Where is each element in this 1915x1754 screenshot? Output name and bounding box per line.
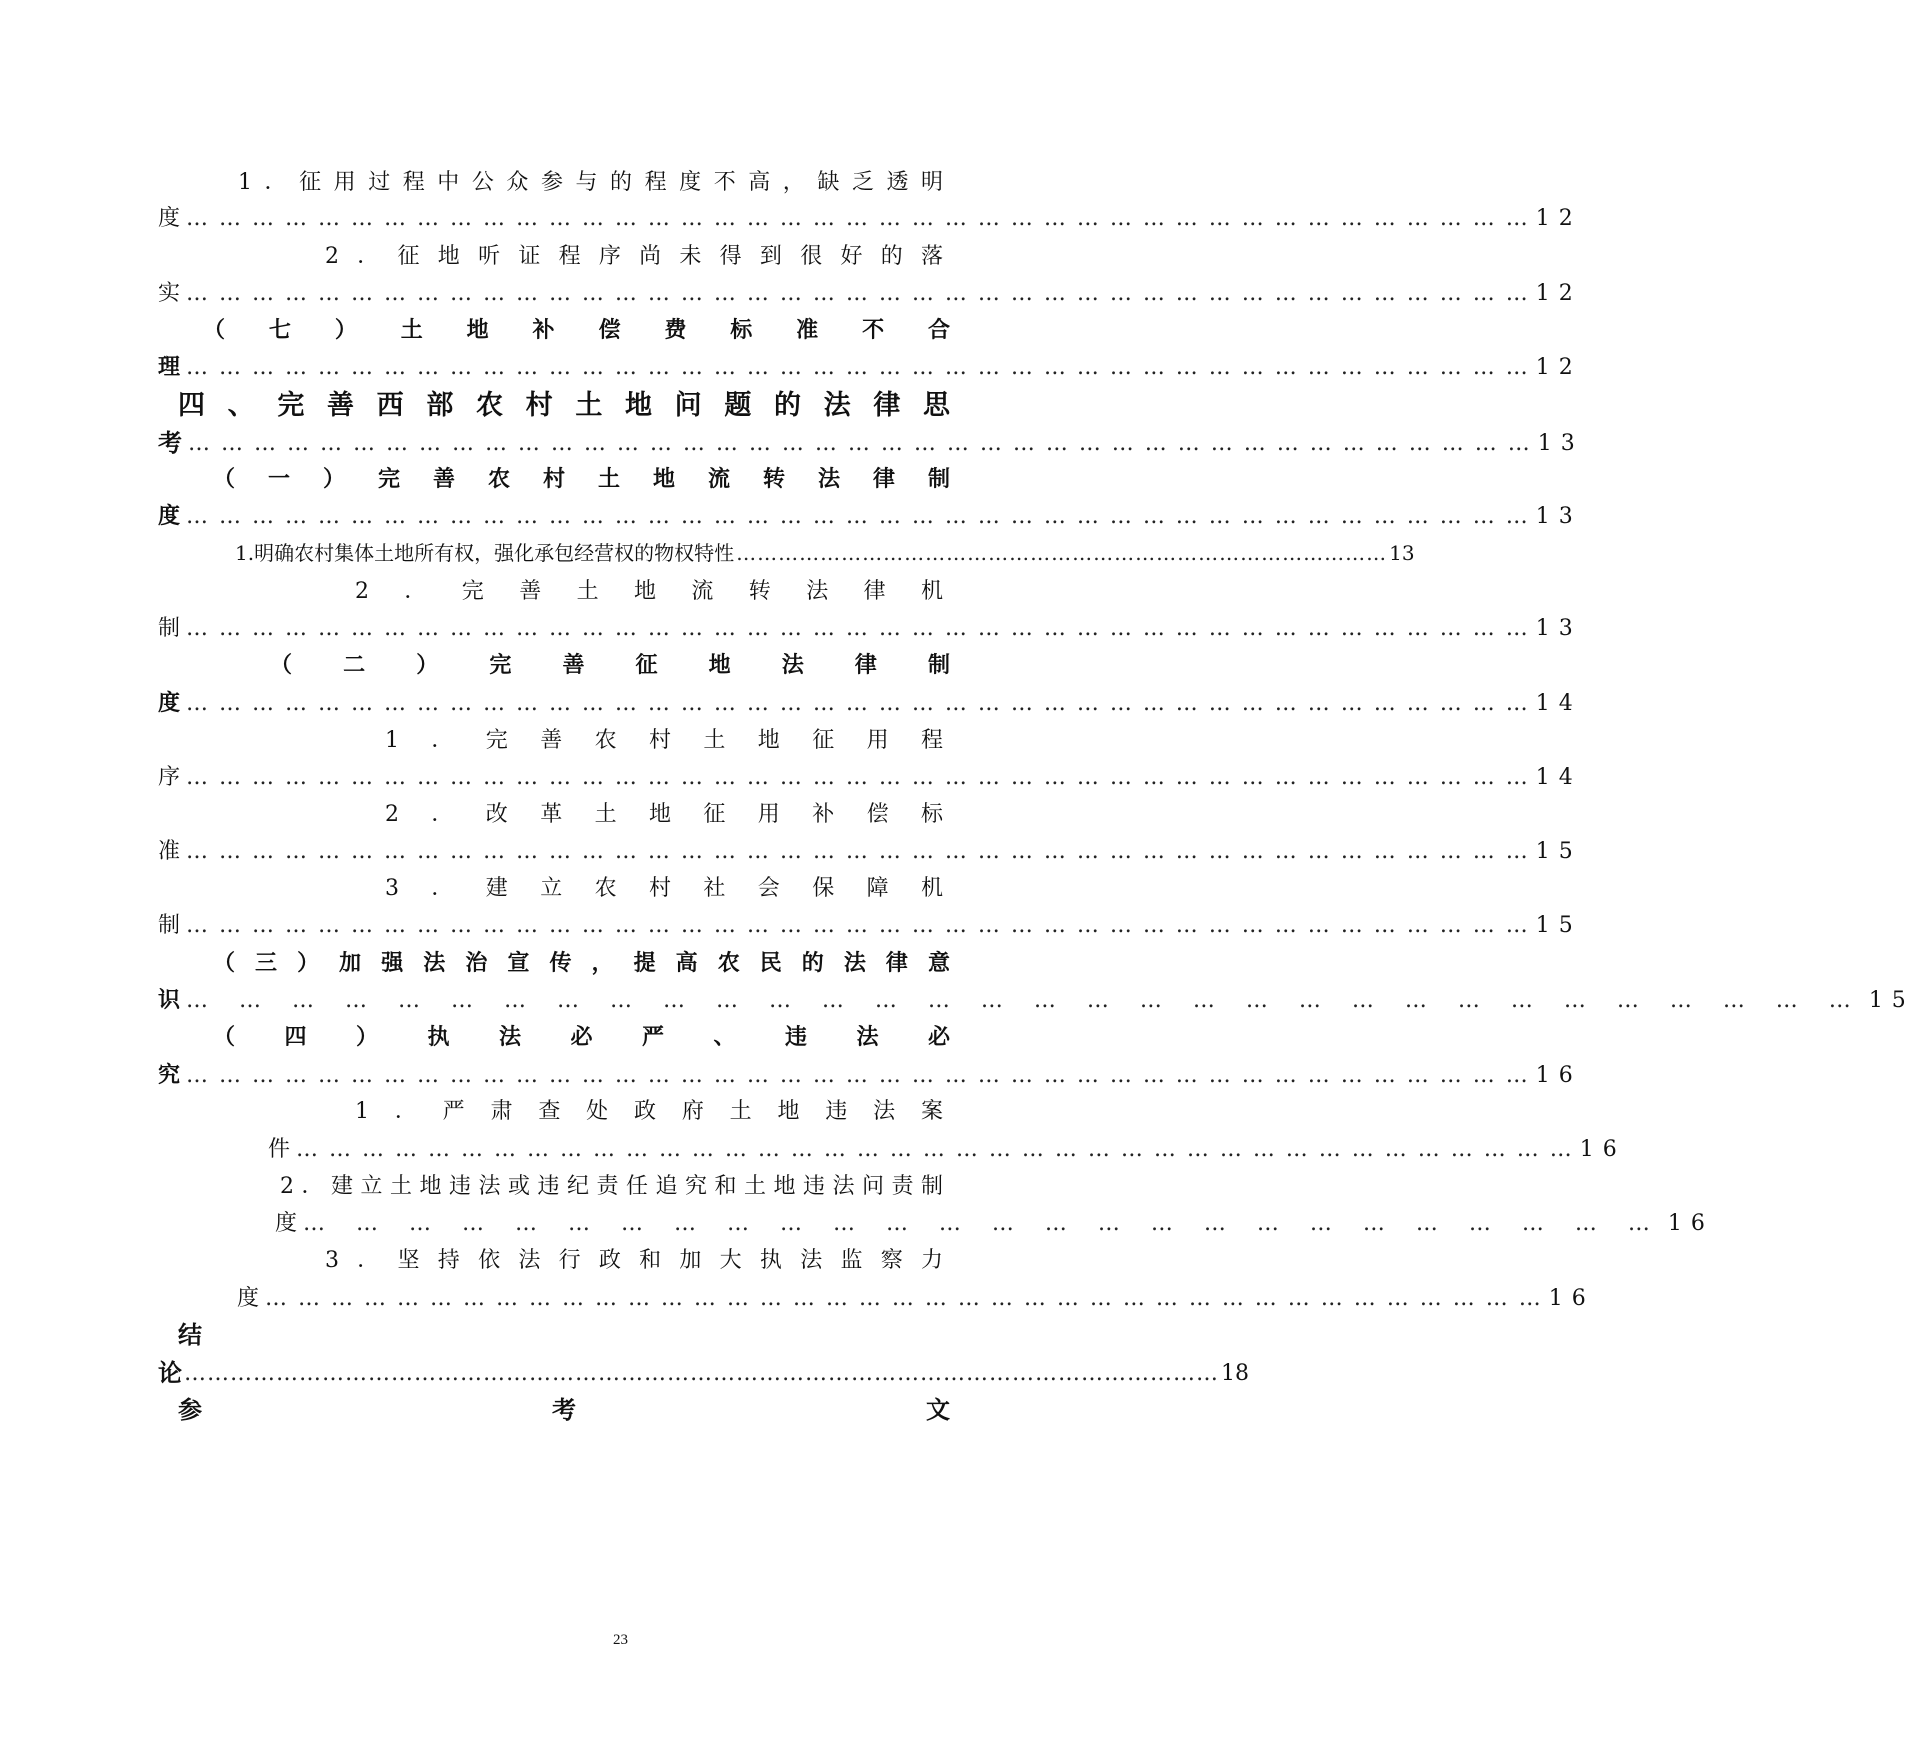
leader-dots: … … … … … … … … … … … … … … … … … … … … … … … … … … … … … … … … … … … … … … …	[296, 1137, 1574, 1162]
page-number: 23	[613, 1632, 628, 1648]
toc-entry-text: 制	[158, 913, 181, 938]
toc-entry-text: 度	[237, 1286, 260, 1311]
leader-dots: … … … … … … … … … … … … … … … … … … … … … … … … … … … … … … … … … … … … … … … … …	[186, 765, 1530, 790]
toc-chapter-heading: 参考文	[178, 1396, 950, 1424]
toc-section-heading: （二）完善征地法律制	[270, 653, 950, 678]
toc-entry-heading: 2．建立土地违法或违纪责任追究和土地违法问责制	[280, 1174, 950, 1199]
toc-entry-row	[268, 1137, 1626, 1162]
leader-dots: … … … … … … … … … … … … … … … … … … … … … … … … … … … … … … … … … … … … … … … … …	[186, 691, 1530, 716]
toc-entry-heading: 2．征地听证程序尚未得到很好的落	[325, 244, 950, 269]
toc-page-number: 16	[1579, 1137, 1626, 1162]
leader-dots: … … … … … … … … … … … … … … … … … … … … … … … … … … … … … … … … … … … … … … … … …	[186, 281, 1530, 306]
toc-entry-row	[158, 1063, 1582, 1088]
toc-entry-heading: 2．改革土地征用补偿标	[385, 802, 950, 827]
toc-page-number: 13	[1535, 616, 1582, 641]
leader-dots: … … … … … … … … … … … … … … … … … … … … … … … … … … … … … … … … … … … … … … … … …	[186, 913, 1530, 938]
toc-entry-text: 考	[158, 429, 182, 457]
toc-entry-heading: 1．严肃查处政府土地违法案	[355, 1099, 950, 1124]
toc-page-number: 15	[1868, 988, 1915, 1013]
toc-entry-text: 准	[158, 839, 181, 864]
toc-entry-text: 序	[158, 765, 181, 790]
leader-dots: … … … … … … … … … … … … … … … … … … … … … … … … … … … … … … … … … … … … … … … … …	[186, 206, 1530, 231]
leader-dots: … … … … … … … … … … … … … … … … … … … … … … … … … … … … … … … …	[186, 988, 1863, 1013]
toc-entry-row	[158, 839, 1582, 864]
toc-entry-heading: 3．建立农村社会保障机	[385, 876, 950, 901]
toc-entry-text: 1.明确农村集体土地所有权，强化承包经营权的物权特性	[235, 541, 735, 565]
toc-section-heading: （四）执法必严、违法必	[213, 1025, 950, 1050]
toc-page-number: 13	[1535, 504, 1582, 529]
leader-dots: …………………………………………………………………………………	[736, 541, 1388, 565]
leader-dots: … … … … … … … … … … … … … … … … … … … … … … … … … … … … … … … … … … … … … … … … …	[186, 1063, 1530, 1088]
toc-page-number: 13	[1389, 541, 1415, 565]
toc-entry-text: 件	[268, 1137, 291, 1162]
toc-entry-heading: 2．完善土地流转法律机	[355, 579, 950, 604]
toc-section-heading: （七）土地补偿费标准不合	[203, 318, 950, 343]
toc-entry-row	[158, 504, 1582, 529]
leader-dots: ………………………………………………………………………………………………………………………	[184, 1361, 1219, 1386]
toc-entry-text: 究	[158, 1063, 181, 1088]
toc-entry-text: 识	[158, 988, 181, 1013]
toc-entry-heading: 3．坚持依法行政和加大执法监察力	[325, 1248, 950, 1273]
toc-chapter-heading: 四、完善西部农村土地问题的法律思	[178, 390, 950, 421]
toc-entry-text: 度	[158, 691, 181, 716]
toc-page-number: 16	[1548, 1286, 1595, 1311]
toc-page-number: 14	[1535, 765, 1582, 790]
toc-entry-text: 实	[158, 281, 181, 306]
toc-entry-row	[158, 616, 1582, 641]
toc-entry-row	[235, 541, 1415, 565]
toc-page-number: 13	[1537, 431, 1584, 456]
toc-section-heading: （三）加强法治宣传，提高农民的法律意	[213, 951, 950, 976]
toc-page-number: 16	[1535, 1063, 1582, 1088]
toc-page-number: 15	[1535, 839, 1582, 864]
leader-dots: … … … … … … … … … … … … … … … … … … … … … … … … … …	[303, 1211, 1662, 1236]
toc-entry-text: 理	[158, 355, 181, 380]
toc-entry-text: 度	[275, 1211, 298, 1236]
leader-dots: … … … … … … … … … … … … … … … … … … … … … … … … … … … … … … … … … … … … … … … … …	[186, 355, 1530, 380]
toc-page-number: 15	[1535, 913, 1582, 938]
toc-entry-row	[158, 988, 1915, 1013]
toc-entry-text: 论	[158, 1359, 182, 1387]
toc-page-number: 12	[1535, 281, 1582, 306]
toc-entry-row	[158, 281, 1582, 306]
toc-page-number: 12	[1535, 355, 1582, 380]
toc-entry-row	[158, 355, 1582, 380]
leader-dots: … … … … … … … … … … … … … … … … … … … … … … … … … … … … … … … … … … … … … … …	[265, 1286, 1543, 1311]
toc-page-number: 18	[1221, 1361, 1249, 1386]
toc-entry-heading: 1．征用过程中公众参与的程度不高，缺乏透明	[238, 170, 950, 195]
toc-entry-text: 度	[158, 504, 181, 529]
toc-page-number: 14	[1535, 691, 1582, 716]
toc-entry-text: 度	[158, 206, 181, 231]
leader-dots: … … … … … … … … … … … … … … … … … … … … … … … … … … … … … … … … … … … … … … … … …	[188, 431, 1532, 456]
toc-entry-heading: 1．完善农村土地征用程	[385, 728, 950, 753]
toc-page-number: 12	[1535, 206, 1582, 231]
toc-section-heading: （一）完善农村土地流转法律制	[213, 467, 950, 492]
toc-entry-row	[158, 691, 1582, 716]
toc-entry-row	[158, 765, 1582, 790]
toc-page-number: 16	[1667, 1211, 1714, 1236]
toc-entry-row	[158, 206, 1582, 231]
toc-entry-text: 制	[158, 616, 181, 641]
leader-dots: … … … … … … … … … … … … … … … … … … … … … … … … … … … … … … … … … … … … … … … … …	[186, 839, 1530, 864]
toc-entry-row	[158, 1359, 1249, 1387]
leader-dots: … … … … … … … … … … … … … … … … … … … … … … … … … … … … … … … … … … … … … … … … …	[186, 504, 1530, 529]
toc-entry-row	[158, 913, 1582, 938]
toc-entry-row	[237, 1286, 1595, 1311]
toc-chapter-heading: 结	[178, 1321, 202, 1349]
leader-dots: … … … … … … … … … … … … … … … … … … … … … … … … … … … … … … … … … … … … … … … … …	[186, 616, 1530, 641]
toc-entry-row	[275, 1211, 1714, 1236]
toc-entry-row	[158, 429, 1584, 457]
